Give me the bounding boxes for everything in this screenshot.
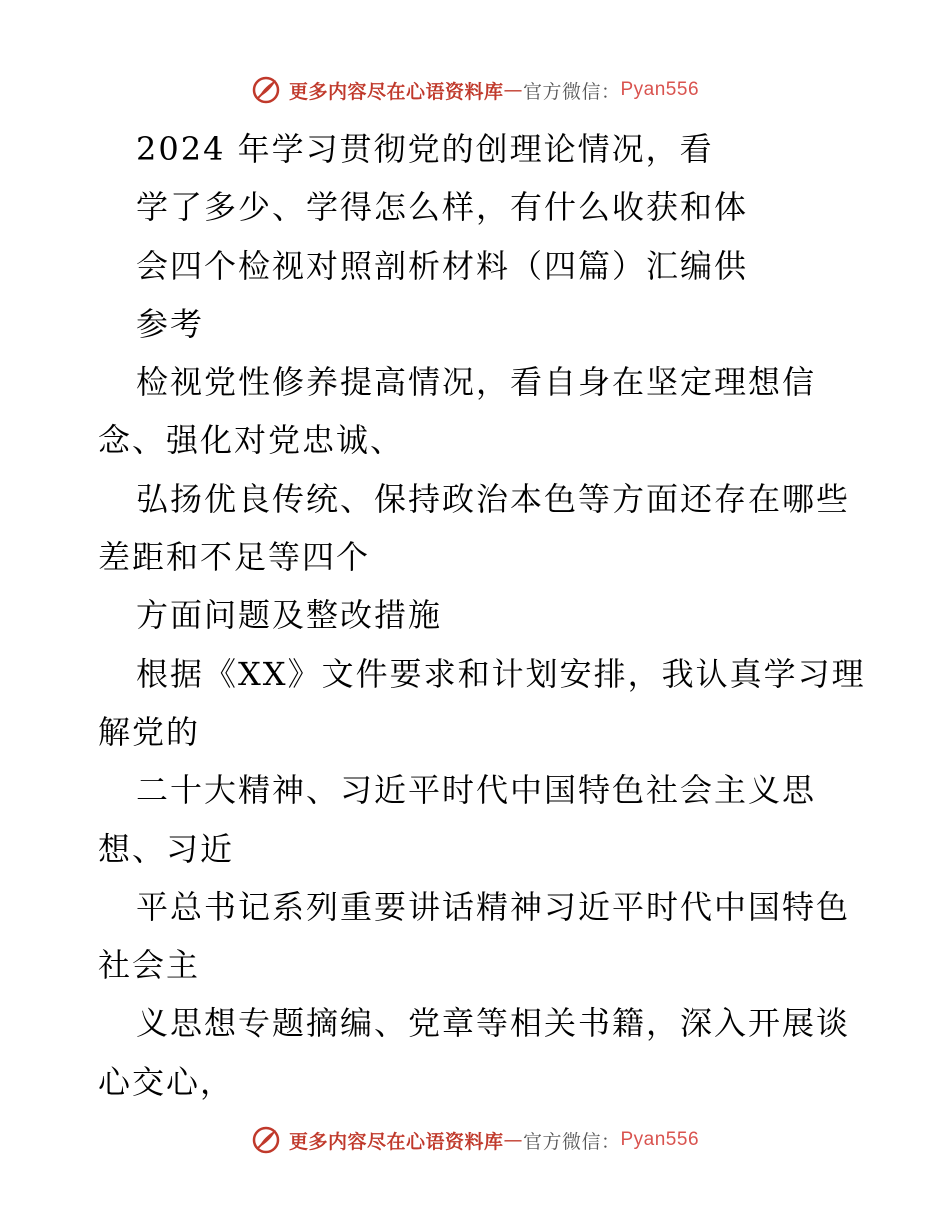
text-line: 参考 xyxy=(136,304,205,343)
footer-watermark xyxy=(0,1120,950,1160)
watermark-prefix: 更多内容尽在心语资料库 xyxy=(288,80,504,103)
text-line: 解党的 xyxy=(98,712,201,751)
text-line: 检视党性修养提高情况，看自身在坚定理想信 xyxy=(136,363,817,402)
text-line: 根据《XX》文件要求和计划安排，我认真学习理 xyxy=(136,654,866,693)
text-line: 方面问题及整改措施 xyxy=(136,596,443,635)
text-line: 弘扬优良传统、保持政治本色等方面还存在哪些 xyxy=(136,479,851,518)
text-line: 差距和不足等四个 xyxy=(98,538,371,577)
watermark-label: 官方微信： xyxy=(522,1130,621,1153)
feather-seal-icon xyxy=(251,75,281,105)
watermark-prefix: 更多内容尽在心语资料库 xyxy=(288,1130,504,1153)
text-line: 学了多少、学得怎么样，有什么收获和体 xyxy=(136,188,749,227)
feather-seal-icon xyxy=(251,1125,281,1155)
text-line: 心交心， xyxy=(98,1062,235,1101)
watermark-separator: — xyxy=(503,79,523,101)
text-line: 社会主 xyxy=(98,946,201,985)
watermark-label: 官方微信： xyxy=(522,80,621,103)
text-line: 二十大精神、习近平时代中国特色社会主义思 xyxy=(136,771,817,810)
document-body xyxy=(98,120,866,1111)
text-line: 2024 年学习贯彻党的创理论情况，看 xyxy=(136,130,714,168)
text-line: 平总书记系列重要讲话精神习近平时代中国特色 xyxy=(136,887,851,926)
text-line: 义思想专题摘编、党章等相关书籍，深入开展谈 xyxy=(136,1004,851,1043)
watermark-account: Pyan556 xyxy=(620,1129,700,1150)
watermark-account: Pyan556 xyxy=(620,79,700,100)
text-line: 念、强化对党忠诚、 xyxy=(98,421,405,460)
text-line: 想、习近 xyxy=(98,829,235,868)
header-watermark xyxy=(0,70,950,110)
text-line: 会四个检视对照剖析材料（四篇）汇编供 xyxy=(136,246,749,285)
watermark-separator: — xyxy=(503,1129,523,1151)
